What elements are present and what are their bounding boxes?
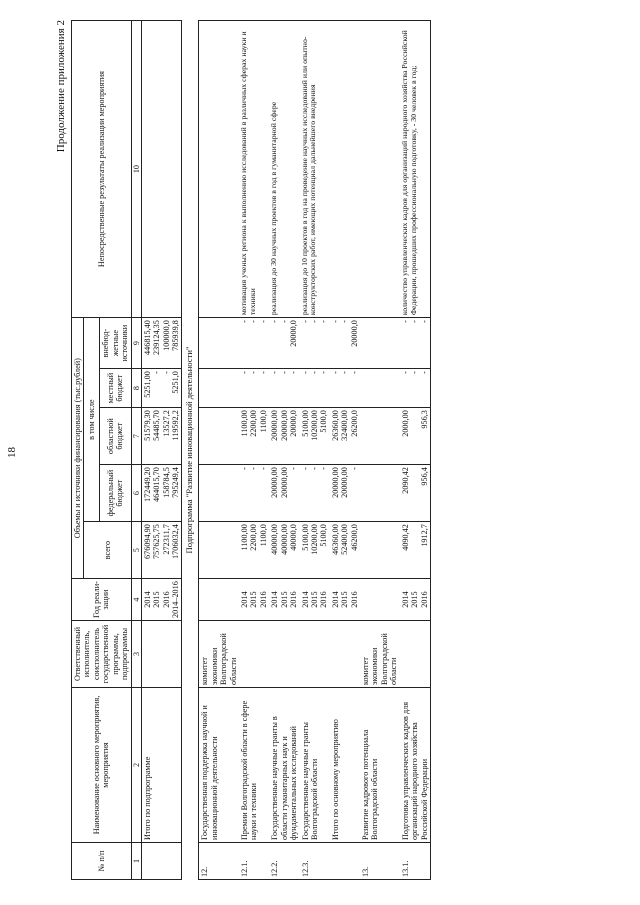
year-cell-line: 2014	[330, 591, 340, 608]
regional-cell-line	[410, 410, 419, 462]
row-number: 13.	[360, 843, 400, 880]
local-cell	[300, 369, 330, 408]
federal-cell-line: -	[239, 467, 249, 470]
extrabudget-cell-line: -	[309, 320, 319, 323]
total-cell-line: 1912,7	[419, 524, 429, 547]
total-cell-line: 40000,0	[289, 524, 299, 551]
extrabudget-cell-line: 785939,8	[170, 320, 180, 351]
year-cell-line: 2015	[152, 591, 162, 608]
total-cell	[269, 522, 299, 579]
measure-name: Государственные научные гранты в области гуманитарных наук и фундаментальных исследований	[269, 688, 299, 843]
regional-cell	[269, 408, 299, 465]
extrabudget-cell	[199, 318, 239, 369]
extrabudget-cell	[141, 318, 182, 369]
regional-cell-line: 20000,00	[270, 410, 280, 441]
regional-cell-line: 2000,00	[400, 410, 410, 437]
total-cell-line: 5100,0	[319, 524, 329, 547]
total-cell	[199, 522, 239, 579]
federal-cell-line: 464015,70	[152, 467, 162, 502]
regional-cell	[300, 408, 330, 465]
local-cell	[330, 369, 360, 408]
column-number: 1	[131, 843, 141, 880]
row-number: 12.	[199, 843, 239, 880]
extrabudget-cell	[330, 318, 360, 369]
extrabudget-cell-line: 100000,0	[161, 320, 171, 351]
extrabudget-cell-line: -	[400, 320, 410, 323]
column-number: 3	[131, 621, 141, 688]
header-executor: Ответственный исполнитель, соисполнитель государственной программы, подпрограммы	[72, 621, 132, 688]
regional-cell-line: 13527,2	[161, 410, 171, 437]
table-row	[199, 21, 239, 880]
extrabudget-cell	[269, 318, 299, 369]
header-year: Год реали- зации	[72, 579, 132, 621]
federal-cell	[199, 465, 239, 522]
extrabudget-cell-line: -	[340, 320, 350, 323]
column-number: 9	[131, 318, 141, 369]
local-cell-line: -	[410, 371, 420, 374]
year-cell-line: 2014	[142, 591, 152, 608]
federal-cell-line: 158784,5	[161, 467, 171, 498]
regional-cell-line: 5100,0	[319, 410, 329, 433]
local-cell-line: -	[400, 371, 410, 374]
rotated-page-content	[55, 20, 595, 880]
extrabudget-cell-line: 20000,0	[349, 320, 359, 347]
federal-cell-line	[410, 467, 419, 519]
year-cell-line: 2016	[419, 591, 429, 608]
federal-cell	[239, 465, 269, 522]
column-number: 4	[131, 579, 141, 621]
regional-cell	[239, 408, 269, 465]
year-cell-line: 2016	[319, 591, 329, 608]
year-cell-line: 2014	[239, 591, 249, 608]
total-cell	[141, 522, 182, 579]
header-name: Наименование основного мероприятия, мероприятия	[72, 688, 132, 843]
result-cell	[360, 21, 400, 318]
year-cell-line: 2015	[309, 591, 319, 608]
total-cell-line: 46360,00	[330, 524, 340, 555]
federal-cell	[269, 465, 299, 522]
header-total: всего	[84, 522, 131, 579]
year-cell-line: 2014	[400, 591, 410, 608]
extrabudget-cell-line: -	[270, 320, 280, 323]
total-cell-line: 676094,90	[142, 524, 152, 559]
extrabudget-cell-line: -	[279, 320, 289, 323]
column-number: 7	[131, 408, 141, 465]
regional-cell-line: 10200,00	[309, 410, 319, 441]
subprogram-title: Подпрограмма "Развитие инновационной деятельности"	[182, 21, 199, 880]
header-regional: областной бюджет	[100, 408, 131, 465]
federal-cell-line: -	[300, 467, 310, 470]
federal-cell-line: 20000,00	[330, 467, 340, 498]
measure-name: Государственные научные гранты Волгоградской области	[300, 688, 330, 843]
local-cell	[199, 369, 239, 408]
local-cell-line: -	[258, 371, 268, 374]
year-cell-line: 2016	[289, 591, 299, 608]
header-result: Непосредственные результаты реализации мероприятия	[72, 21, 132, 318]
total-cell	[360, 522, 400, 579]
result-cell	[141, 21, 182, 318]
regional-cell	[360, 408, 400, 465]
executor: комитет экономики Волгоградской области	[360, 621, 400, 688]
regional-cell-line: 32400,00	[340, 410, 350, 441]
total-cell	[239, 522, 269, 579]
regional-cell-line: 956,3	[419, 410, 429, 429]
extrabudget-cell-line: -	[258, 320, 268, 323]
total-cell-line: 40000,00	[270, 524, 280, 555]
header-funding: Объемы и источники финансирования (тыс.рублей)	[72, 318, 84, 579]
federal-cell-line: -	[258, 467, 268, 470]
year-cell-line: 2014	[300, 591, 310, 608]
row-number: 13.1.	[400, 843, 431, 880]
local-cell-line: -	[161, 371, 171, 374]
year-cell-line: 2014	[270, 591, 280, 608]
executor	[269, 621, 299, 688]
result-cell: реализация до 30 научных проектов в год в гуманитарной сфере	[269, 21, 299, 318]
federal-cell-line: 172449,20	[142, 467, 152, 502]
local-cell-line: -	[330, 371, 340, 374]
year-cell	[400, 579, 431, 621]
row-number: 12.3.	[300, 843, 330, 880]
row-number: 12.2.	[269, 843, 299, 880]
budget-table	[71, 20, 431, 880]
federal-cell-line: 20000,00	[279, 467, 289, 498]
federal-cell	[330, 465, 360, 522]
regional-cell-line: 1100,00	[239, 410, 249, 437]
federal-cell-line: 20000,00	[340, 467, 350, 498]
table-body-totals	[141, 21, 182, 880]
year-cell-line: 2014–2016	[170, 581, 180, 618]
measure-name: Государственная поддержка научной и инновационной деятельности	[199, 688, 239, 843]
extrabudget-cell	[300, 318, 330, 369]
federal-cell-line: 956,4	[419, 467, 429, 486]
column-number: 6	[131, 465, 141, 522]
regional-cell-line: 5100,00	[300, 410, 310, 437]
regional-cell-line: 20000,0	[289, 410, 299, 437]
extrabudget-cell-line: -	[239, 320, 249, 323]
local-cell-line: -	[239, 371, 249, 374]
local-cell	[360, 369, 400, 408]
local-cell-line: -	[279, 371, 289, 374]
local-cell-line: -	[249, 371, 259, 374]
regional-cell-line: 20000,00	[279, 410, 289, 441]
federal-cell	[400, 465, 431, 522]
total-cell-line: 1706032,4	[170, 524, 180, 559]
local-cell	[400, 369, 431, 408]
total-cell-line: 52400,00	[340, 524, 350, 555]
federal-cell-line: -	[349, 467, 359, 470]
regional-cell	[330, 408, 360, 465]
extrabudget-cell-line: 239124,35	[152, 320, 162, 355]
federal-cell	[360, 465, 400, 522]
row-number	[330, 843, 360, 880]
federal-cell-line: 2090,42	[400, 467, 410, 494]
federal-cell-line: -	[319, 467, 329, 470]
column-number: 8	[131, 369, 141, 408]
executor	[330, 621, 360, 688]
table-body-measures	[199, 21, 431, 880]
total-cell-line: 4090,42	[400, 524, 410, 551]
local-cell-line: -	[319, 371, 329, 374]
result-cell: реализация до 10 проектов в год на проведение научных исследований или опытно-конструкторских работ, имеющих потенциал дальнейшего внедрения	[300, 21, 330, 318]
extrabudget-cell-line: -	[419, 320, 429, 323]
regional-cell-line: 119592,2	[170, 410, 180, 441]
executor	[300, 621, 330, 688]
page-number: 18	[6, 447, 18, 458]
year-cell	[269, 579, 299, 621]
measure-name: Подготовка управленческих кадров для организаций народного хозяйства Российской Федерации	[400, 688, 431, 843]
extrabudget-cell-line: -	[249, 320, 259, 323]
local-cell-line: -	[152, 371, 162, 374]
table-row	[330, 21, 360, 880]
regional-cell-line: 26200,0	[349, 410, 359, 437]
local-cell-line: -	[300, 371, 310, 374]
year-cell-line: 2016	[258, 591, 268, 608]
extrabudget-cell-line: 20000,0	[289, 320, 299, 347]
year-cell-line: 2016	[161, 591, 171, 608]
year-cell-line: 2016	[349, 591, 359, 608]
executor	[141, 621, 182, 688]
column-number: 10	[131, 21, 141, 318]
extrabudget-cell	[400, 318, 431, 369]
total-cell-line: 757625,75	[152, 524, 162, 559]
local-cell-line: 5251,0	[170, 371, 180, 394]
header-local: местный бюджет	[100, 369, 131, 408]
table-row	[141, 21, 182, 880]
table-row	[300, 21, 330, 880]
extrabudget-cell-line: -	[319, 320, 329, 323]
extrabudget-cell-line: -	[410, 320, 420, 323]
measure-name: Итого по основному мероприятию	[330, 688, 360, 843]
regional-cell-line: 51579,30	[142, 410, 152, 441]
regional-cell-line: 54485,70	[152, 410, 162, 441]
local-cell-line: -	[309, 371, 319, 374]
measure-name: Премии Волгоградской области в сфере науки и техники	[239, 688, 269, 843]
column-number: 2	[131, 688, 141, 843]
total-cell	[300, 522, 330, 579]
total-cell-line: 46200,0	[349, 524, 359, 551]
year-cell	[199, 579, 239, 621]
federal-cell-line: -	[309, 467, 319, 470]
table-row	[400, 21, 431, 880]
local-cell	[239, 369, 269, 408]
year-cell-line: 2015	[410, 591, 420, 608]
extrabudget-cell-line: -	[330, 320, 340, 323]
regional-cell-line: 2200,00	[249, 410, 259, 437]
extrabudget-cell-line: 446815,40	[142, 320, 152, 355]
extrabudget-cell	[360, 318, 400, 369]
local-cell-line: -	[340, 371, 350, 374]
executor	[400, 621, 431, 688]
column-number: 5	[131, 522, 141, 579]
executor: комитет экономики Волгоградской области	[199, 621, 239, 688]
year-cell-line: 2015	[340, 591, 350, 608]
regional-cell	[400, 408, 431, 465]
federal-cell-line: 795249,4	[170, 467, 180, 498]
federal-cell	[300, 465, 330, 522]
federal-cell-line: 20000,00	[270, 467, 280, 498]
total-cell-line: 10200,00	[309, 524, 319, 555]
local-cell-line: 5251,00	[142, 371, 152, 398]
header-including: в том числе	[84, 318, 100, 522]
result-cell	[199, 21, 239, 318]
measure-name: Итого по подпрограмме	[141, 688, 182, 843]
row-number: 12.1.	[239, 843, 269, 880]
header-federal: федеральный бюджет	[100, 465, 131, 522]
local-cell	[269, 369, 299, 408]
total-cell-line: 1100,0	[258, 524, 268, 547]
column-number-row	[131, 21, 141, 880]
total-cell-line: 272311,7	[161, 524, 171, 555]
local-cell-line: -	[419, 371, 429, 374]
row-number	[141, 843, 182, 880]
total-cell	[400, 522, 431, 579]
total-cell-line: 40000,00	[279, 524, 289, 555]
total-cell	[330, 522, 360, 579]
federal-cell-line: -	[289, 467, 299, 470]
local-cell-line: -	[349, 371, 359, 374]
table-row	[239, 21, 269, 880]
federal-cell-line: -	[249, 467, 259, 470]
year-cell	[239, 579, 269, 621]
total-cell-line: 2200,00	[249, 524, 259, 551]
regional-cell-line: 26360,00	[330, 410, 340, 441]
local-cell-line: -	[289, 371, 299, 374]
result-cell: количество управленческих кадров для организаций народного хозяйства Российской Федерации, прошедших профессиональную подготовку, - 30 человек в год;	[400, 21, 431, 318]
local-cell	[141, 369, 182, 408]
total-cell-line: 1100,00	[239, 524, 249, 551]
table-body-subprogram	[182, 21, 199, 880]
extrabudget-cell	[239, 318, 269, 369]
executor	[239, 621, 269, 688]
measure-name: Развитие кадрового потенциала Волгоградской области	[360, 688, 400, 843]
extrabudget-cell-line: -	[300, 320, 310, 323]
year-cell-line: 2015	[279, 591, 289, 608]
table-row	[269, 21, 299, 880]
regional-cell-line: 1100,0	[258, 410, 268, 433]
continuation-caption: Продолжение приложения 2	[55, 20, 67, 153]
result-cell: мотивация ученых региона к выполнению исследований в различных сферах науки и техники	[239, 21, 269, 318]
table-row	[360, 21, 400, 880]
year-cell	[300, 579, 330, 621]
regional-cell	[141, 408, 182, 465]
result-cell	[330, 21, 360, 318]
year-cell	[360, 579, 400, 621]
year-cell	[141, 579, 182, 621]
year-cell	[330, 579, 360, 621]
year-cell-line: 2015	[249, 591, 259, 608]
total-cell-line: 5100,00	[300, 524, 310, 551]
total-cell-line	[410, 524, 419, 576]
regional-cell	[199, 408, 239, 465]
federal-cell	[141, 465, 182, 522]
header-no: № п/п	[72, 843, 132, 880]
local-cell-line: -	[270, 371, 280, 374]
header-extrabudgetary: внебюд- жетные источники	[100, 318, 131, 369]
